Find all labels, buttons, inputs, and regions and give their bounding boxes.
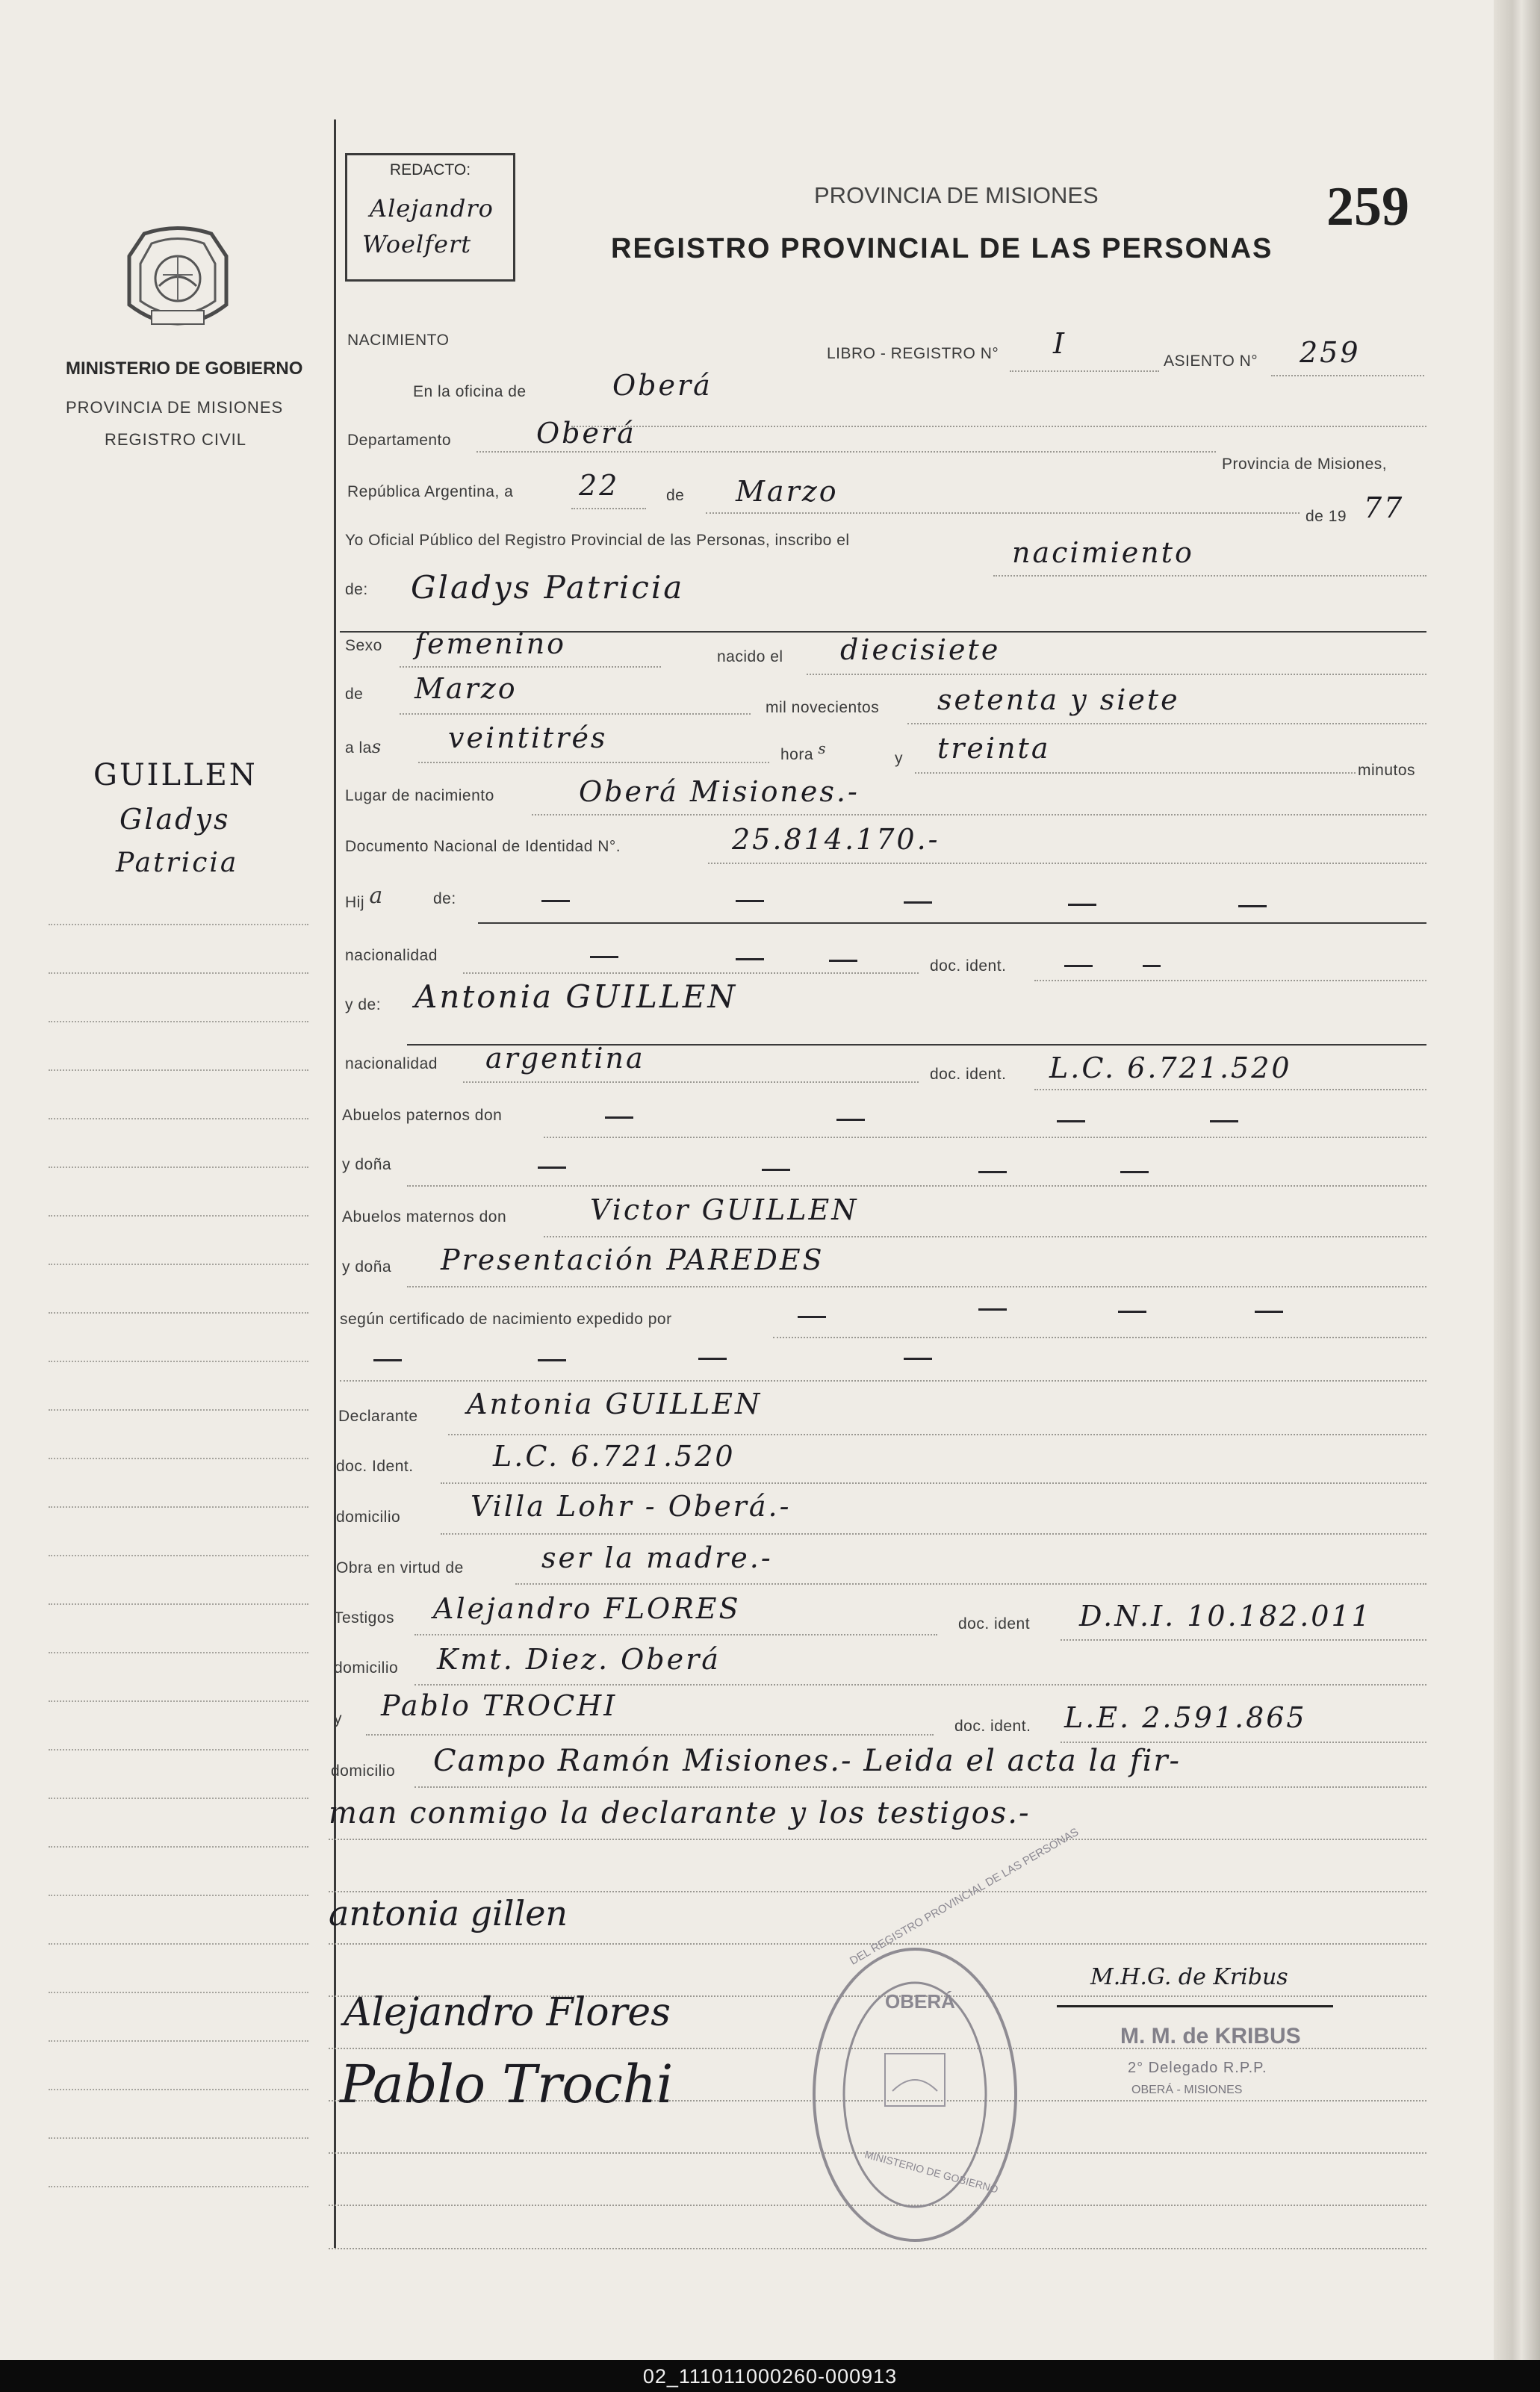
obra-label: Obra en virtud de	[336, 1559, 464, 1576]
abuelo-mat-value: Victor GUILLEN	[590, 1193, 859, 1226]
official-name: M. M. de KRIBUS	[1120, 2024, 1301, 2048]
cert2-dash-4	[904, 1358, 932, 1360]
child-name-value: Gladys Patricia	[411, 569, 685, 606]
nac-dash-3	[829, 960, 857, 962]
declarante-dom-value: Villa Lohr - Oberá.-	[471, 1490, 792, 1523]
obra-value: ser la madre.-	[541, 1541, 773, 1574]
abuelos-mat-label: Abuelos maternos don	[342, 1208, 507, 1225]
y-label: y	[895, 750, 903, 767]
abuelos-mat-dots	[544, 1236, 1426, 1237]
official-place: OBERÁ - MISIONES	[1131, 2084, 1243, 2096]
sexo-value: femenino	[415, 627, 567, 660]
registry-stamp	[803, 1825, 1081, 2248]
madre-value: Antonia GUILLEN	[415, 978, 738, 1015]
mil-label: mil novecientos	[766, 699, 880, 716]
cert-dash-2	[978, 1308, 1007, 1311]
obra-dots	[515, 1583, 1426, 1585]
birth-year-dots	[907, 723, 1426, 724]
cert2-dash-3	[698, 1358, 727, 1360]
cert2-dash-2	[538, 1359, 566, 1361]
doc-ident-label: doc. ident.	[930, 957, 1007, 975]
testigo2-dots	[366, 1734, 934, 1736]
signature-oficial-underline	[1057, 2005, 1333, 2007]
signature-oficial: M.H.G. de Kribus	[1090, 1964, 1288, 1990]
abuela-mat-value: Presentación PAREDES	[441, 1243, 825, 1276]
nacionalidad-dots	[463, 972, 919, 974]
cert-dash-3	[1118, 1311, 1146, 1313]
domicilio3-label: domicilio	[331, 1762, 396, 1780]
hora-dots	[418, 762, 769, 763]
left-province: PROVINCIA DE MISIONES	[66, 398, 284, 417]
domicilio2-label: domicilio	[334, 1659, 399, 1677]
ydona-pat-label: y doña	[342, 1156, 392, 1173]
closing-line1: Campo Ramón Misiones.- Leida el acta la fir-	[433, 1744, 1182, 1778]
day-dots	[571, 508, 646, 509]
cert-dash-1	[798, 1316, 826, 1318]
oficina-value: Oberá	[612, 369, 712, 402]
hij-dash-4	[1068, 904, 1096, 906]
testigo1-value: Alejandro FLORES	[433, 1592, 741, 1625]
month-value: Marzo	[736, 475, 839, 508]
hij-dash-1	[541, 900, 570, 902]
ministry-name: MINISTERIO DE GOBIERNO	[66, 358, 303, 379]
header-province: PROVINCIA DE MISIONES	[814, 182, 1099, 208]
yde-label: y de:	[345, 996, 382, 1013]
signature-testigo2: Pablo Trochi	[340, 2054, 674, 2115]
libro-label: LIBRO - REGISTRO N°	[827, 345, 999, 362]
ydona-pat-dots	[407, 1185, 1426, 1187]
testigo1-dots	[415, 1634, 937, 1635]
closing1-dots	[415, 1786, 1426, 1788]
statement-label: Yo Oficial Público del Registro Provincial de las Personas, inscribo el	[345, 532, 850, 549]
lugar-value: Oberá Misiones.-	[579, 775, 860, 808]
certificado-label: según certificado de nacimiento expedido por	[340, 1311, 672, 1328]
hij-de-label: de:	[433, 890, 456, 907]
dni-value: 25.814.170.-	[732, 823, 940, 856]
hij-dash-3	[904, 901, 932, 904]
y2-label: y	[334, 1710, 342, 1727]
ap-dash-4	[1210, 1120, 1238, 1122]
de2-label: de	[345, 686, 364, 703]
testigo2-doc-value: L.E. 2.591.865	[1064, 1701, 1307, 1734]
madre-nacionalidad-value: argentina	[485, 1042, 645, 1075]
madre-doc-dots	[1034, 1089, 1426, 1090]
adp-dash-4	[1120, 1171, 1149, 1173]
cert-dash-4	[1255, 1311, 1283, 1313]
closing-line2: man conmigo la declarante y los testigos.-	[329, 1796, 1031, 1830]
lugar-label: Lugar de nacimiento	[345, 787, 494, 804]
de-persona-label: de:	[345, 581, 368, 598]
ap-dash-2	[836, 1119, 865, 1121]
misiones-seal-icon	[122, 223, 234, 341]
declarante-doc-value: L.C. 6.721.520	[493, 1440, 736, 1473]
margin-name1: Gladys	[119, 803, 231, 836]
redacto-label: REDACTO:	[389, 161, 471, 178]
certificado-dots	[773, 1337, 1426, 1338]
testigo1-dom-value: Kmt. Diez. Oberá	[437, 1643, 721, 1676]
libro-dots	[1010, 370, 1159, 372]
doc-ident4-label: doc. ident.	[954, 1718, 1031, 1735]
madre-doc-value: L.C. 6.721.520	[1049, 1051, 1292, 1084]
year-label: de 19	[1305, 508, 1347, 525]
birth-month-value: Marzo	[415, 672, 518, 705]
hora-value: veintitrés	[448, 721, 608, 754]
madre-nac-dots	[463, 1081, 919, 1083]
redacto-name-line2: Woelfert	[362, 230, 472, 258]
birth-month-dots	[400, 713, 751, 715]
testigo1-dom-dots	[415, 1684, 1426, 1686]
asiento-dots	[1271, 375, 1424, 376]
record-type-label: NACIMIENTO	[347, 332, 450, 349]
document-id: 02_111011000260-000913	[642, 2365, 898, 2388]
ydona-mat-dots	[407, 1286, 1426, 1287]
hij-label: Hij a	[345, 883, 383, 911]
oficina-label: En la oficina de	[413, 383, 527, 400]
sexo-dots	[400, 666, 661, 668]
declarante-label: Declarante	[338, 1408, 418, 1425]
margin-name2: Patricia	[116, 848, 239, 878]
month-dots	[706, 512, 1300, 514]
doc-dash-2	[1143, 965, 1161, 967]
nacido-label: nacido el	[717, 648, 783, 665]
year-value: 77	[1364, 491, 1405, 524]
de-label: de	[666, 487, 685, 504]
abuelos-pat-label: Abuelos paternos don	[342, 1107, 503, 1124]
departamento-value: Oberá	[536, 417, 636, 450]
official-title: 2° Delegado R.P.P.	[1128, 2060, 1267, 2076]
dni-label: Documento Nacional de Identidad N°.	[345, 838, 621, 855]
ap-dash-1	[605, 1116, 633, 1119]
redacto-box	[345, 153, 515, 282]
sexo-label: Sexo	[345, 637, 382, 654]
nacionalidad2-label: nacionalidad	[345, 1055, 438, 1072]
doc-ident-madre-label: doc. ident.	[930, 1066, 1007, 1083]
cert2-dash-1	[373, 1359, 402, 1361]
statement-dots	[993, 575, 1426, 577]
statement-value: nacimiento	[1012, 536, 1194, 569]
registry-title: REGISTRO PROVINCIAL DE LAS PERSONAS	[611, 233, 1273, 264]
asiento-value: 259	[1300, 336, 1361, 369]
redacto-name-line1: Alejandro	[370, 194, 494, 223]
stamp-outer: DEL REGISTRO PROVINCIAL DE LAS PERSONAS	[848, 1825, 1081, 1968]
nac-dash-2	[736, 958, 764, 960]
adp-dash-2	[762, 1169, 790, 1171]
declarante-doc-dots	[441, 1482, 1426, 1484]
page-number: 259	[1326, 176, 1409, 237]
signature-testigo1: Alejandro Flores	[344, 1990, 671, 2035]
declarante-dots	[448, 1434, 1426, 1435]
day-value: 22	[579, 469, 620, 502]
hij-dash-2	[736, 900, 764, 902]
signature-declarante: antonia gillen	[329, 1893, 568, 1933]
republica-label: República Argentina, a	[347, 483, 514, 500]
nac-dash-1	[590, 956, 618, 958]
nacido-dots	[807, 674, 1426, 675]
ap-dash-3	[1057, 1120, 1085, 1122]
doc-ident-dots	[1034, 980, 1426, 981]
testigos-label: Testigos	[334, 1609, 395, 1627]
libro-value: I	[1053, 327, 1067, 360]
left-registry: REGISTRO CIVIL	[105, 430, 247, 449]
adp-dash-3	[978, 1171, 1007, 1173]
oficina-dots	[571, 426, 1426, 427]
horas-label: hora s	[780, 739, 827, 763]
margin-surname: GUILLEN	[93, 758, 258, 792]
stamp-inner: MINISTERIO DE GOBIERNO	[863, 2148, 1000, 2196]
declarante-value: Antonia GUILLEN	[467, 1388, 763, 1420]
ydona-mat-label: y doña	[342, 1258, 392, 1276]
provincia-label: Provincia de Misiones,	[1222, 456, 1388, 473]
stamp-top: OBERÁ	[885, 1990, 955, 2013]
minutos-dots	[915, 772, 1356, 774]
hij-rule	[478, 922, 1426, 924]
doc-ident2-label: doc. Ident.	[336, 1458, 414, 1475]
birth-year-value: setenta y siete	[937, 683, 1180, 716]
minutos-label: minutos	[1358, 762, 1416, 779]
abuelos-pat-dots	[544, 1137, 1426, 1138]
minutos-value: treinta	[937, 732, 1051, 765]
testigo1-doc-value: D.N.I. 10.182.011	[1079, 1600, 1372, 1633]
dni-dots	[708, 863, 1426, 864]
alas-label: a las	[345, 736, 382, 757]
nacionalidad-label: nacionalidad	[345, 947, 438, 964]
testigo2-doc-dots	[1061, 1742, 1426, 1743]
domicilio-dots	[441, 1533, 1426, 1535]
departamento-dots	[476, 451, 1216, 453]
testigo2-value: Pablo TROCHI	[381, 1689, 618, 1722]
lugar-dots	[532, 814, 1426, 816]
testigo1-doc-dots	[1061, 1639, 1426, 1641]
asiento-label: ASIENTO N°	[1164, 352, 1258, 370]
domicilio-label: domicilio	[336, 1509, 401, 1526]
closing2-dots	[329, 1839, 1426, 1840]
departamento-label: Departamento	[347, 432, 452, 449]
certificado2-dots	[340, 1380, 1426, 1382]
adp-dash-1	[538, 1167, 566, 1169]
nacido-value: diecisiete	[840, 633, 1001, 666]
doc-ident3-label: doc. ident	[958, 1615, 1031, 1633]
hij-dash-5	[1238, 905, 1267, 907]
doc-dash-1	[1064, 965, 1093, 967]
book-page-edges	[1494, 0, 1540, 2360]
